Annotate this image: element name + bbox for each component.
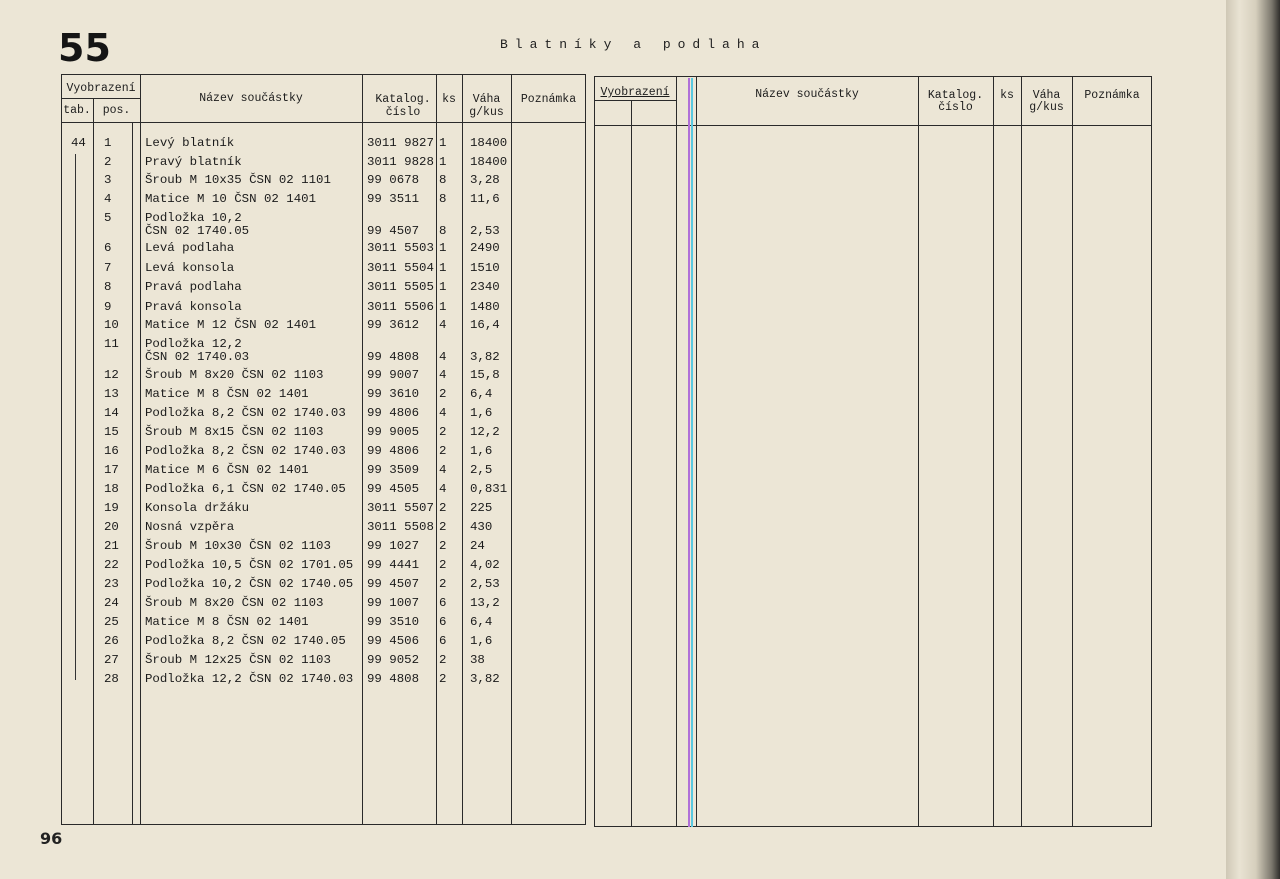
cell-vaha: 225 <box>470 501 493 515</box>
cell-ks: 2 <box>439 653 447 667</box>
cell-name: Levý blatník <box>145 136 235 150</box>
cell-katalog: 99 4441 <box>367 558 420 572</box>
cell-name: Podložka 8,2 ČSN 02 1740.03 <box>145 406 346 420</box>
cell-ks: 6 <box>439 634 447 648</box>
cell-ks: 4 <box>439 368 447 382</box>
cell-name: Levá konsola <box>145 261 235 275</box>
cell-vaha: 2490 <box>470 241 500 255</box>
cell-vaha: 3,82 <box>470 350 500 364</box>
cell-vaha: 2340 <box>470 280 500 294</box>
cell-katalog: 3011 5506 <box>367 300 434 314</box>
cell-vaha: 2,5 <box>470 463 493 477</box>
cell-vaha: 430 <box>470 520 493 534</box>
cell-katalog: 99 4507 <box>367 224 420 238</box>
cell-vaha: 1510 <box>470 261 500 275</box>
header-vyobrazeni: Vyobrazení <box>66 82 136 95</box>
right-header-vyobrazeni: Vyobrazení <box>600 86 670 99</box>
cell-ks: 2 <box>439 444 447 458</box>
page-title: Blatníky a podlaha <box>500 37 767 52</box>
cell-katalog: 3011 9828 <box>367 155 434 169</box>
cell-vaha: 3,28 <box>470 173 500 187</box>
cell-name: Podložka 12,2 ČSN 02 1740.03 <box>145 672 354 686</box>
cell-name: Matice M 6 ČSN 02 1401 <box>145 463 309 477</box>
cell-name: Matice M 12 ČSN 02 1401 <box>145 318 317 332</box>
cell-vaha: 18400 <box>470 136 508 150</box>
cell-katalog: 99 1027 <box>367 539 420 553</box>
cell-katalog: 99 4507 <box>367 577 420 591</box>
cell-vaha: 13,2 <box>470 596 500 610</box>
right-header-vaha-2: g/kus <box>1029 101 1064 114</box>
cell-pos: 28 <box>104 672 119 686</box>
right-header-ks: ks <box>1000 89 1014 102</box>
cell-katalog: 99 4806 <box>367 406 420 420</box>
cell-name: Pravý blatník <box>145 155 242 169</box>
cell-katalog: 99 4808 <box>367 672 420 686</box>
cell-katalog: 99 4506 <box>367 634 420 648</box>
cell-vaha: 2,53 <box>470 577 500 591</box>
cell-katalog: 3011 5507 <box>367 501 434 515</box>
cell-name-line2: ČSN 02 1740.05 <box>145 224 250 238</box>
cell-pos: 18 <box>104 482 119 496</box>
cell-katalog: 3011 5505 <box>367 280 434 294</box>
cell-katalog: 99 9005 <box>367 425 420 439</box>
cell-vaha: 18400 <box>470 155 508 169</box>
cell-ks: 1 <box>439 261 447 275</box>
cell-vaha: 6,4 <box>470 387 493 401</box>
cell-katalog: 99 0678 <box>367 173 420 187</box>
cell-pos: 10 <box>104 318 119 332</box>
cell-katalog: 99 4806 <box>367 444 420 458</box>
cell-pos: 14 <box>104 406 119 420</box>
cell-ks: 2 <box>439 672 447 686</box>
cell-name: Podložka 10,2 ČSN 02 1740.05 <box>145 577 354 591</box>
cell-pos: 7 <box>104 261 112 275</box>
cell-ks: 4 <box>439 463 447 477</box>
cell-vaha: 11,6 <box>470 192 500 206</box>
cell-pos: 23 <box>104 577 119 591</box>
cell-ks: 8 <box>439 224 447 238</box>
cell-pos: 5 <box>104 211 112 225</box>
right-header-katalog-2: číslo <box>938 101 973 114</box>
cell-katalog: 99 1007 <box>367 596 420 610</box>
cell-ks: 1 <box>439 241 447 255</box>
cell-vaha: 38 <box>470 653 485 667</box>
cell-katalog: 99 3610 <box>367 387 420 401</box>
cell-name: Podložka 10,2 <box>145 211 242 225</box>
cell-katalog: 99 4808 <box>367 350 420 364</box>
page-number: 96 <box>40 829 63 848</box>
cell-pos: 17 <box>104 463 119 477</box>
cell-name: Šroub M 8x20 ČSN 02 1103 <box>145 596 324 610</box>
cell-katalog: 3011 5503 <box>367 241 434 255</box>
cell-vaha: 16,4 <box>470 318 500 332</box>
cell-vaha: 1480 <box>470 300 500 314</box>
cell-name: Pravá konsola <box>145 300 242 314</box>
cell-name: Nosná vzpěra <box>145 520 235 534</box>
header-ks: ks <box>442 93 456 106</box>
cell-ks: 4 <box>439 482 447 496</box>
cell-vaha: 6,4 <box>470 615 493 629</box>
cell-ks: 4 <box>439 406 447 420</box>
cell-ks: 1 <box>439 136 447 150</box>
cell-pos: 9 <box>104 300 112 314</box>
cell-name: Podložka 8,2 ČSN 02 1740.03 <box>145 444 346 458</box>
cell-katalog: 99 3509 <box>367 463 420 477</box>
right-header-vaha-1: Váha <box>1032 89 1061 102</box>
cell-name: Konsola držáku <box>145 501 250 515</box>
cell-name: Podložka 6,1 ČSN 02 1740.05 <box>145 482 346 496</box>
cell-vaha: 1,6 <box>470 444 493 458</box>
cell-name: Šroub M 12x25 ČSN 02 1103 <box>145 653 331 667</box>
cell-name: Podložka 8,2 ČSN 02 1740.05 <box>145 634 346 648</box>
cell-ks: 2 <box>439 539 447 553</box>
cell-vaha: 3,82 <box>470 672 500 686</box>
cell-vaha: 15,8 <box>470 368 500 382</box>
cell-pos: 15 <box>104 425 119 439</box>
cell-vaha: 1,6 <box>470 406 493 420</box>
cell-ks: 6 <box>439 596 447 610</box>
cell-name: Matice M 8 ČSN 02 1401 <box>145 615 309 629</box>
cell-name: Podložka 10,5 ČSN 02 1701.05 <box>145 558 354 572</box>
chapter-number: 55 <box>58 26 111 70</box>
cell-pos: 25 <box>104 615 119 629</box>
cell-katalog: 99 3612 <box>367 318 420 332</box>
cell-name: Šroub M 8x20 ČSN 02 1103 <box>145 368 324 382</box>
cell-name: Levá podlaha <box>145 241 235 255</box>
cell-vaha: 1,6 <box>470 634 493 648</box>
cell-pos: 13 <box>104 387 119 401</box>
cell-name: Matice M 10 ČSN 02 1401 <box>145 192 317 206</box>
cell-ks: 2 <box>439 558 447 572</box>
book-page-edge <box>1226 0 1280 879</box>
cell-ks: 1 <box>439 155 447 169</box>
header-katalog-1: Katalog. <box>375 93 431 106</box>
tab-range-bracket <box>75 154 76 680</box>
cell-pos: 22 <box>104 558 119 572</box>
cell-vaha: 0,831 <box>470 482 508 496</box>
header-vaha-2: g/kus <box>469 106 504 119</box>
cell-katalog: 3011 5504 <box>367 261 434 275</box>
cell-pos: 4 <box>104 192 112 206</box>
header-vaha-1: Váha <box>472 93 501 106</box>
cell-ks: 2 <box>439 577 447 591</box>
cell-ks: 2 <box>439 501 447 515</box>
cell-katalog: 99 9007 <box>367 368 420 382</box>
scan-artifact <box>691 78 693 827</box>
cell-name: Šroub M 10x35 ČSN 02 1101 <box>145 173 331 187</box>
cell-pos: 11 <box>104 337 119 351</box>
cell-pos: 24 <box>104 596 119 610</box>
cell-ks: 4 <box>439 318 447 332</box>
cell-name: Matice M 8 ČSN 02 1401 <box>145 387 309 401</box>
cell-katalog: 3011 5508 <box>367 520 434 534</box>
cell-ks: 1 <box>439 280 447 294</box>
scan-artifact <box>688 78 690 827</box>
cell-name-line2: ČSN 02 1740.03 <box>145 350 250 364</box>
cell-katalog: 99 3511 <box>367 192 420 206</box>
header-poznamka: Poznámka <box>520 93 577 106</box>
cell-vaha: 4,02 <box>470 558 500 572</box>
cell-pos: 19 <box>104 501 119 515</box>
header-pos: pos. <box>102 104 131 117</box>
cell-pos: 2 <box>104 155 112 169</box>
cell-pos: 1 <box>104 136 112 150</box>
cell-pos: 3 <box>104 173 112 187</box>
cell-tab: 44 <box>71 136 86 150</box>
cell-ks: 4 <box>439 350 447 364</box>
cell-vaha: 2,53 <box>470 224 500 238</box>
cell-pos: 27 <box>104 653 119 667</box>
header-katalog-2: číslo <box>385 106 421 119</box>
cell-ks: 6 <box>439 615 447 629</box>
cell-ks: 8 <box>439 192 447 206</box>
header-nazev: Název součástky <box>199 92 303 105</box>
cell-pos: 21 <box>104 539 119 553</box>
cell-name: Šroub M 8x15 ČSN 02 1103 <box>145 425 324 439</box>
cell-katalog: 3011 9827 <box>367 136 434 150</box>
cell-ks: 1 <box>439 300 447 314</box>
cell-pos: 6 <box>104 241 112 255</box>
right-header-nazev: Název součástky <box>755 88 859 101</box>
cell-katalog: 99 4505 <box>367 482 420 496</box>
cell-pos: 20 <box>104 520 119 534</box>
header-tab: tab. <box>63 104 91 117</box>
cell-pos: 8 <box>104 280 112 294</box>
cell-katalog: 99 9052 <box>367 653 420 667</box>
cell-name: Pravá podlaha <box>145 280 242 294</box>
cell-name: Podložka 12,2 <box>145 337 242 351</box>
right-header-katalog-1: Katalog. <box>927 89 984 102</box>
cell-pos: 12 <box>104 368 119 382</box>
right-parts-table <box>594 76 1152 827</box>
right-header-poznamka: Poznámka <box>1084 89 1140 102</box>
cell-pos: 16 <box>104 444 119 458</box>
cell-vaha: 24 <box>470 539 485 553</box>
cell-vaha: 12,2 <box>470 425 500 439</box>
cell-pos: 26 <box>104 634 119 648</box>
cell-ks: 2 <box>439 387 447 401</box>
cell-name: Šroub M 10x30 ČSN 02 1103 <box>145 539 331 553</box>
cell-ks: 8 <box>439 173 447 187</box>
cell-ks: 2 <box>439 425 447 439</box>
cell-katalog: 99 3510 <box>367 615 420 629</box>
cell-ks: 2 <box>439 520 447 534</box>
